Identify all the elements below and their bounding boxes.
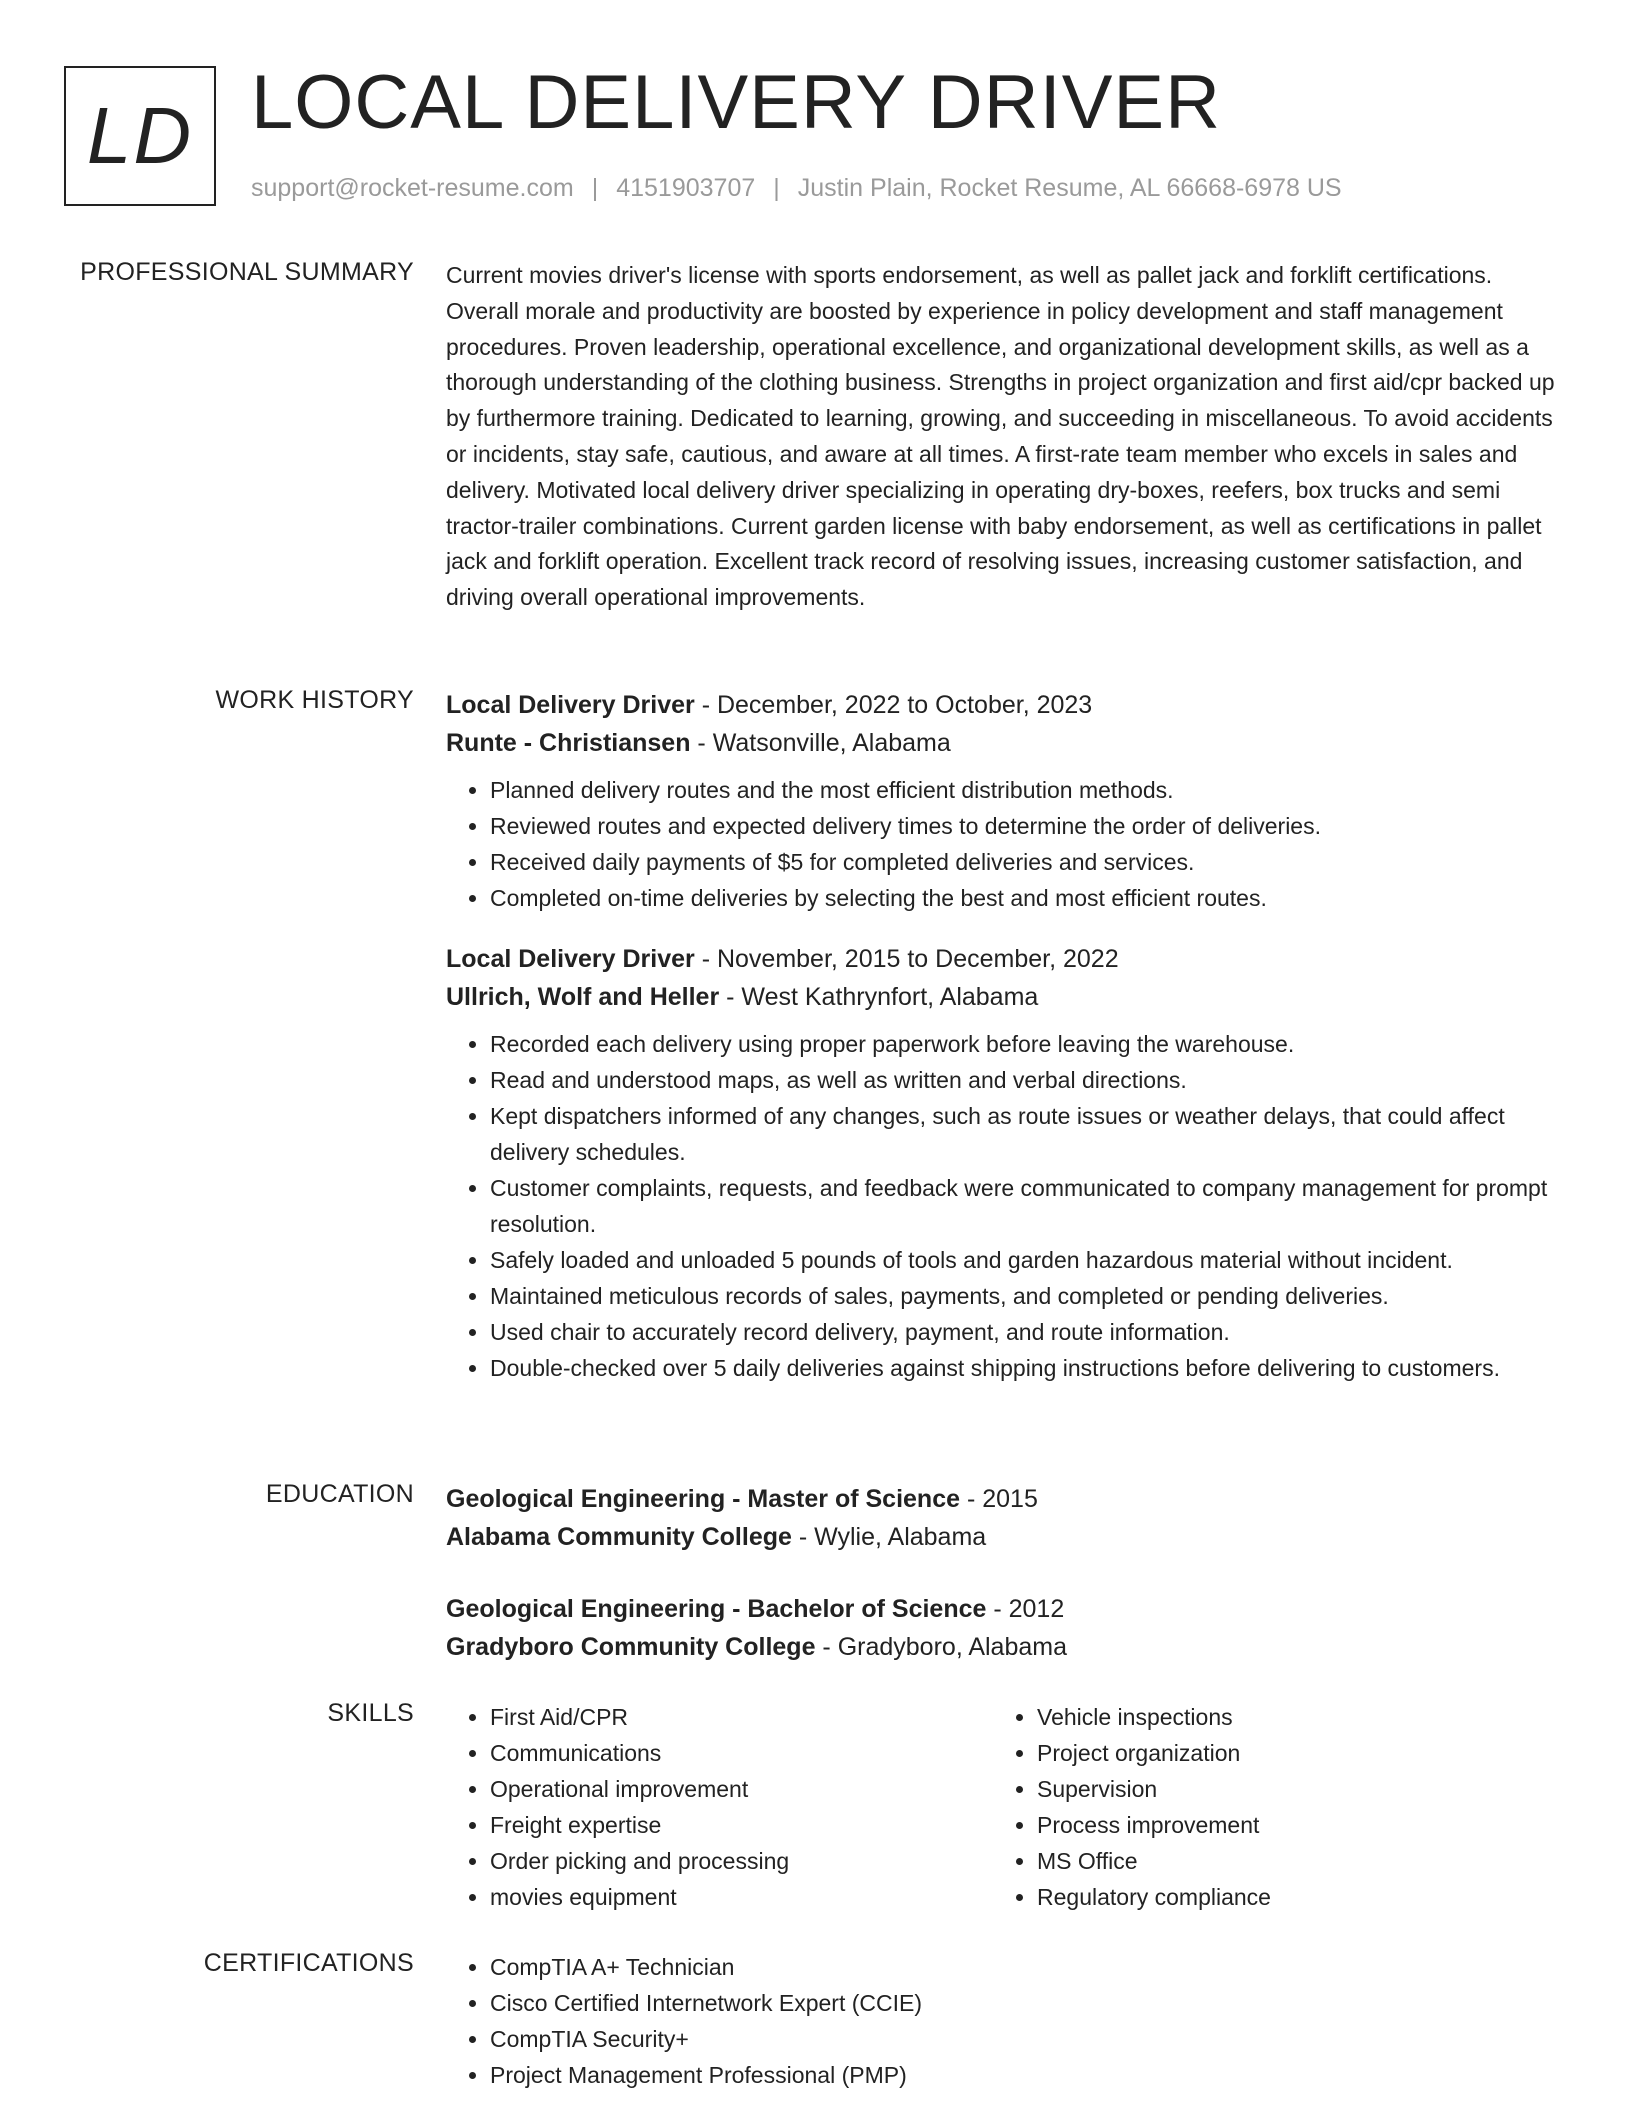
certification-item: • CompTIA A+ Technician (490, 1949, 1566, 1985)
job-bullets (446, 1026, 1566, 1386)
skill-item: • Regulatory compliance (1037, 1879, 1540, 1915)
job-dates: - December, 2022 to October, 2023 (694, 691, 1093, 719)
skill-item: • First Aid/CPR (490, 1699, 993, 1735)
list-item: • Kept dispatchers informed of any changes, such as route issues or weather delays, that could affect delivery schedules. (490, 1098, 1566, 1170)
skill-item: • Supervision (1037, 1771, 1540, 1807)
monogram-text: LD (86, 91, 194, 180)
list-item: • Planned delivery routes and the most efficient distribution methods. (490, 772, 1566, 808)
contact-email: support@rocket-resume.com (251, 174, 574, 202)
job-company: Ullrich, Wolf and Heller (446, 983, 720, 1011)
list-item: • Customer complaints, requests, and feedback were communicated to company management for prompt resolution. (490, 1170, 1566, 1242)
education-entry (446, 1480, 1566, 1556)
skill-item: • Vehicle inspections (1037, 1699, 1540, 1735)
skill-item: • MS Office (1037, 1843, 1540, 1879)
list-item: • Safely loaded and unloaded 5 pounds of tools and garden hazardous material without incident. (490, 1242, 1566, 1278)
degree: Geological Engineering - Bachelor of Science (446, 1595, 987, 1623)
certification-item: • CompTIA Security+ (490, 2021, 1566, 2057)
monogram-logo (64, 66, 216, 206)
list-item: • Double-checked over 5 daily deliveries against shipping instructions before delivering to customers. (490, 1350, 1566, 1386)
job-title: Local Delivery Driver (446, 945, 695, 973)
list-item: • Read and understood maps, as well as written and verbal directions. (490, 1062, 1566, 1098)
job-entry (446, 686, 1566, 916)
job-entry (446, 940, 1566, 1386)
job-location: - West Kathrynfort, Alabama (719, 983, 1039, 1011)
job-bullets (446, 772, 1566, 916)
skill-item: • Communications (490, 1735, 993, 1771)
job-dates: - November, 2015 to December, 2022 (694, 945, 1119, 973)
job-location: - Watsonville, Alabama (690, 729, 951, 757)
skills-columns (446, 1699, 1566, 1915)
skill-item: • Operational improvement (490, 1771, 993, 1807)
skill-item: • Freight expertise (490, 1807, 993, 1843)
certifications-list (446, 1949, 1566, 2093)
section-label-work: WORK HISTORY (215, 686, 414, 714)
summary-text: Current movies driver's license with sports endorsement, as well as pallet jack and forklift certifications. Overall morale and productivity are boosted by experience in policy development and staff management procedures. Proven leadership, operational excellence, and organizational development skills, as well as a thorough understanding of the clothing business. Strengths in project organization and first aid/cpr backed up by furthermore training. Dedicated to learning, growing, and succeeding in miscellaneous. To avoid accidents or incidents, stay safe, cautious, and aware at all times. A first-rate team member who excels in sales and delivery. Motivated local delivery driver specializing in operating dry-boxes, reefers, box trucks and semi tractor-trailer combinations. Current garden license with baby endorsement, as well as certifications in pallet jack and forklift operation. Excellent track record of resolving issues, increasing customer satisfaction, and driving overall operational improvements. (446, 262, 1555, 611)
school-location: - Gradyboro, Alabama (815, 1633, 1067, 1661)
school: Gradyboro Community College (446, 1633, 816, 1661)
degree: Geological Engineering - Master of Science (446, 1485, 961, 1513)
list-item: • Reviewed routes and expected delivery times to determine the order of deliveries. (490, 808, 1566, 844)
resume-title: LOCAL DELIVERY DRIVER (251, 60, 1221, 145)
education-entry (446, 1590, 1566, 1666)
school: Alabama Community College (446, 1523, 792, 1551)
contact-line (251, 174, 1342, 203)
skill-item: • Project organization (1037, 1735, 1540, 1771)
skill-item: • Order picking and processing (490, 1843, 993, 1879)
skill-item: • movies equipment (490, 1879, 993, 1915)
skills-list-left (446, 1699, 993, 1915)
section-label-skills: SKILLS (327, 1699, 414, 1727)
contact-phone: 4151903707 (616, 174, 756, 202)
certification-item: • Cisco Certified Internetwork Expert (CCIE) (490, 1985, 1566, 2021)
list-item: • Maintained meticulous records of sales, payments, and completed or pending deliveries. (490, 1278, 1566, 1314)
contact-separator: | (773, 174, 780, 202)
school-location: - Wylie, Alabama (791, 1523, 987, 1551)
job-company: Runte - Christiansen (446, 729, 691, 757)
skills-list-right (993, 1699, 1540, 1915)
list-item: • Used chair to accurately record delivery, payment, and route information. (490, 1314, 1566, 1350)
degree-year: - 2012 (986, 1595, 1065, 1623)
list-item: • Completed on-time deliveries by selecting the best and most efficient routes. (490, 880, 1566, 916)
list-item: • Recorded each delivery using proper paperwork before leaving the warehouse. (490, 1026, 1566, 1062)
contact-separator: | (591, 174, 599, 202)
section-label-certifications: CERTIFICATIONS (203, 1949, 414, 1977)
certification-item: • Project Management Professional (PMP) (490, 2057, 1566, 2093)
section-label-education: EDUCATION (265, 1480, 414, 1508)
degree-year: - 2015 (960, 1485, 1038, 1513)
list-item: • Received daily payments of $5 for completed deliveries and services. (490, 844, 1566, 880)
skill-item: • Process improvement (1037, 1807, 1540, 1843)
section-label-summary: PROFESSIONAL SUMMARY (80, 258, 414, 286)
contact-address: Justin Plain, Rocket Resume, AL 66668-6978 US (797, 174, 1342, 202)
job-title: Local Delivery Driver (446, 691, 695, 719)
